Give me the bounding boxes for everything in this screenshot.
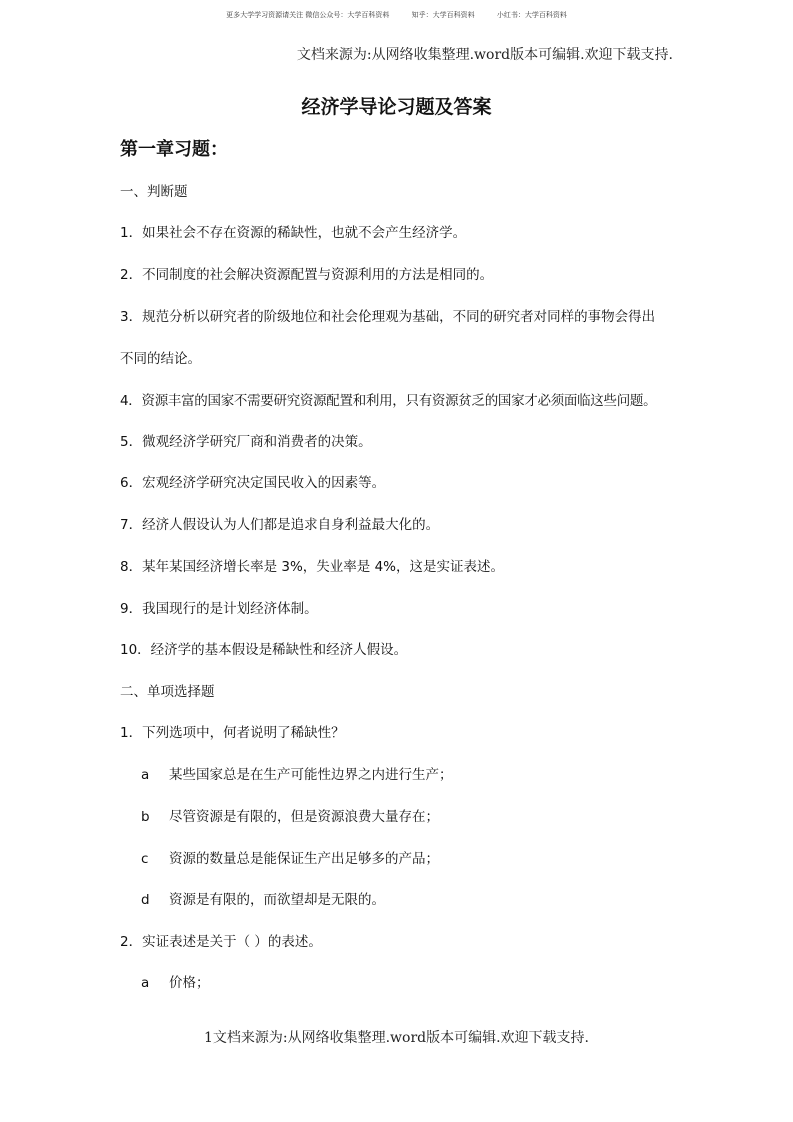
option-text: 资源是有限的，而欲望却是无限的。 — [169, 892, 385, 908]
top-banner — [0, 10, 793, 20]
banner-text: 更多大学学习资源请关注 微信公众号：大学百科资料 — [226, 11, 390, 19]
option-text: 价格； — [169, 975, 210, 991]
option-text: 资源的数量总是能保证生产出足够多的产品； — [169, 851, 439, 867]
question: 1．下列选项中，何者说明了稀缺性？ — [120, 725, 345, 741]
option — [141, 763, 453, 783]
banner-text: 知乎：大学百科资料 — [411, 11, 475, 19]
question: 2．不同制度的社会解决资源配置与资源利用的方法是相同的。 — [120, 267, 494, 283]
option-key: d — [141, 892, 150, 908]
option — [141, 888, 385, 908]
page-footer: 1文档来源为:从网络收集整理.word版本可编辑.欢迎下载支持. — [203, 1030, 590, 1046]
chapter-heading: 第一章习题： — [120, 139, 228, 160]
option-key: c — [141, 851, 149, 867]
banner-text: 小红书：大学百科资料 — [496, 11, 567, 19]
question: 5．微观经济学研究厂商和消费者的决策。 — [120, 434, 372, 450]
question: 4．资源丰富的国家不需要研究资源配置和利用，只有资源贫乏的国家才必须面临这些问题。 — [120, 393, 657, 409]
section-heading: 一、判断题 — [120, 184, 188, 200]
source-note: 文档来源为:从网络收集整理.word版本可编辑.欢迎下载支持. — [296, 47, 673, 63]
section-heading: 二、单项选择题 — [120, 684, 215, 700]
option-text: 尽管资源是有限的，但是资源浪费大量存在； — [169, 809, 439, 825]
option-key: a — [141, 767, 150, 783]
option-key: a — [141, 975, 150, 991]
question: 3．规范分析以研究者的阶级地位和社会伦理观为基础，不同的研究者对同样的事物会得出 — [120, 309, 656, 325]
option — [141, 805, 439, 825]
question: 不同的结论。 — [120, 351, 201, 367]
question: 6．宏观经济学研究决定国民收入的因素等。 — [120, 475, 386, 491]
option — [141, 847, 439, 867]
option — [141, 971, 210, 991]
page-title: 经济学导论习题及答案 — [301, 96, 492, 118]
option-text: 某些国家总是在生产可能性边界之内进行生产； — [169, 767, 453, 783]
question: 2．实证表述是关于（ ）的表述。 — [120, 934, 322, 950]
question: 1．如果社会不存在资源的稀缺性，也就不会产生经济学。 — [120, 225, 467, 241]
question: 7．经济人假设认为人们都是追求自身利益最大化的。 — [120, 517, 440, 533]
question: 10．经济学的基本假设是稀缺性和经济人假设。 — [120, 642, 408, 658]
option-key: b — [141, 809, 150, 825]
question: 8．某年某国经济增长率是 3%，失业率是 4%，这是实证表述。 — [120, 559, 505, 575]
question: 9．我国现行的是计划经济体制。 — [120, 601, 318, 617]
